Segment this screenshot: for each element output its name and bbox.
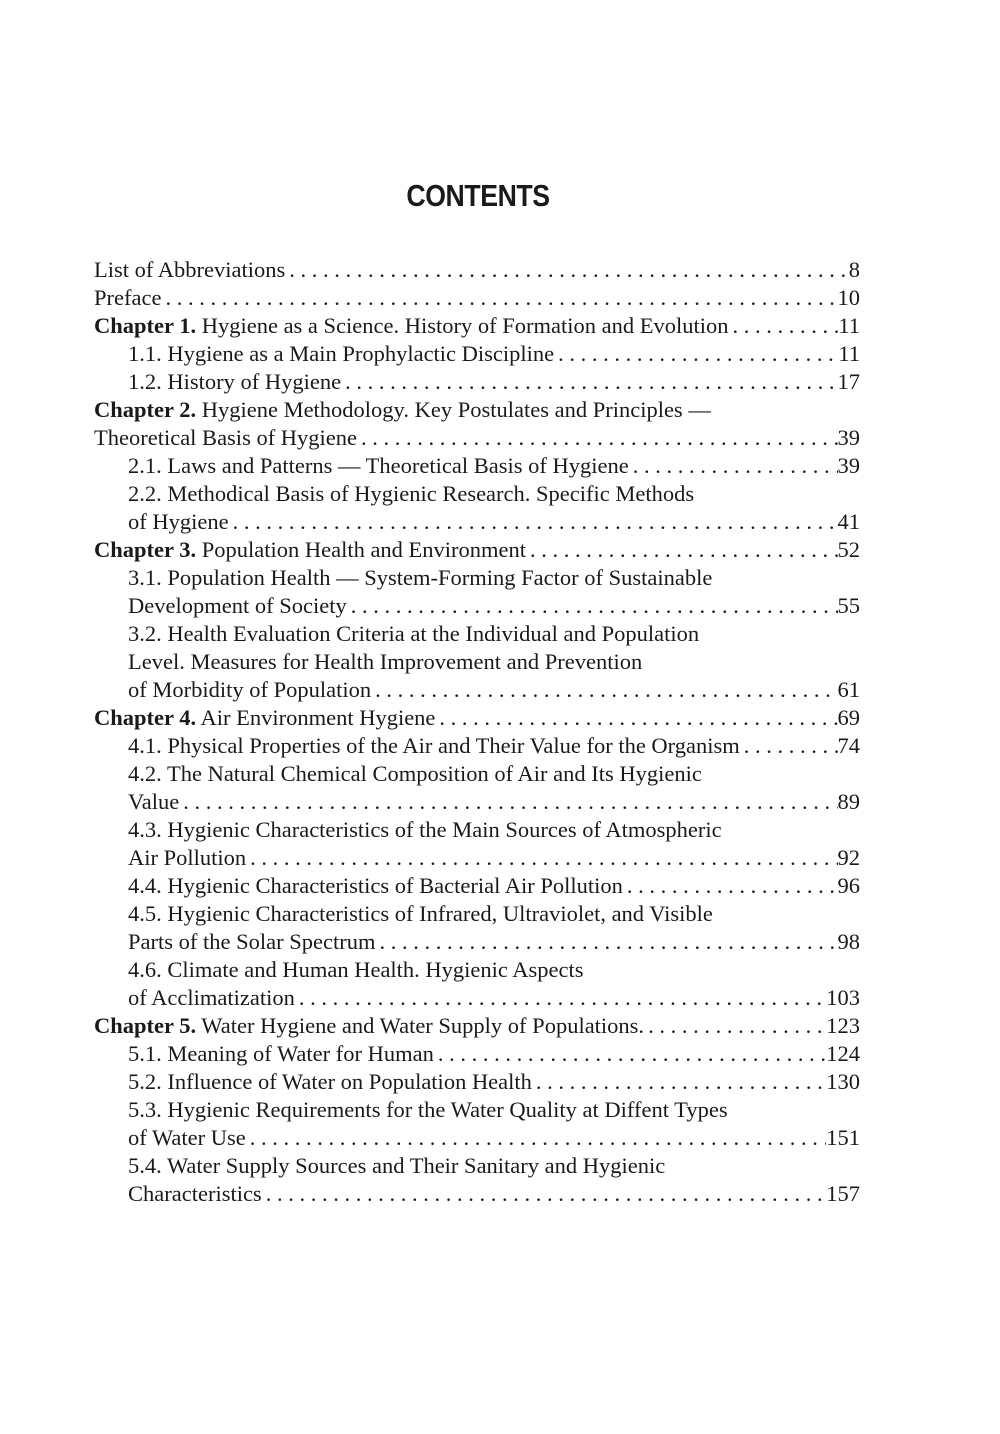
entry-text (94, 312, 728, 340)
entry-line: of Morbidity of Population (128, 677, 372, 702)
entry-line: 4.1. Physical Properties of the Air and Their Value for the Organism (128, 733, 740, 758)
entry-line: Hygiene Methodology. Key Postulates and Principles — (196, 397, 711, 422)
dot-leader (341, 368, 837, 396)
dot-leader (179, 788, 837, 816)
toc-entry-section (94, 368, 860, 396)
dot-leader (371, 676, 837, 704)
entry-line: Development of Society (128, 593, 347, 618)
entry-line: 3.1. Population Health — System-Forming Factor of Sustainable (128, 565, 713, 590)
page-number: 103 (826, 985, 860, 1010)
dot-leader (728, 312, 838, 340)
chapter-label: Chapter 2. (94, 397, 197, 422)
entry-text (94, 1012, 644, 1040)
entry-text (128, 732, 740, 760)
table-of-contents (94, 256, 860, 1208)
toc-entry-section (94, 564, 860, 620)
entry-line: 2.2. Methodical Basis of Hygienic Research. Specific Methods (128, 481, 695, 506)
dot-leader (357, 424, 837, 452)
page-number: 39 (837, 425, 860, 450)
entry-line: 4.4. Hygienic Characteristics of Bacterial Air Pollution (128, 873, 623, 898)
dot-leader (740, 732, 838, 760)
page-number: 17 (837, 369, 860, 394)
entry-text (128, 676, 371, 704)
dot-leader (246, 1124, 827, 1152)
entry-line: 4.6. Climate and Human Health. Hygienic Aspects (128, 957, 584, 982)
entry-text (128, 1040, 434, 1068)
entry-line: 1.1. Hygiene as a Main Prophylactic Discipline (128, 341, 555, 366)
entry-line: 5.4. Water Supply Sources and Their Sanitary and Hygienic (128, 1153, 666, 1178)
entry-line: 4.5. Hygienic Characteristics of Infrared, Ultraviolet, and Visible (128, 901, 713, 926)
toc-entry-section (94, 956, 860, 1012)
entry-line: Water Hygiene and Water Supply of Populations. (196, 1013, 645, 1038)
entry-line: Air Pollution (128, 845, 247, 870)
toc-entry-section (94, 872, 860, 900)
toc-entry-chapter (94, 312, 860, 340)
dot-leader (532, 1068, 826, 1096)
toc-entry-section (94, 816, 860, 872)
entry-line: of Acclimatization (128, 985, 295, 1010)
dot-leader (434, 1040, 826, 1068)
entry-line: of Hygiene (128, 509, 229, 534)
toc-entry-front (94, 284, 860, 312)
page-number: 89 (837, 789, 860, 814)
entry-text (128, 928, 375, 956)
entry-line: 5.3. Hygienic Requirements for the Water Quality at Diffent Types (128, 1097, 728, 1122)
entry-line: 1.2. History of Hygiene (128, 369, 342, 394)
page-number: 61 (837, 677, 860, 702)
entry-text (128, 1124, 246, 1152)
toc-entry-section (94, 1096, 860, 1152)
dot-leader (623, 872, 838, 900)
page-number: 39 (837, 453, 860, 478)
page-number: 151 (826, 1125, 860, 1150)
page-title: CONTENTS (406, 178, 550, 213)
dot-leader (347, 592, 838, 620)
page-number: 11 (838, 313, 860, 338)
entry-line: Level. Measures for Health Improvement and Prevention (128, 649, 643, 674)
entry-text (128, 984, 295, 1012)
entry-line: 5.1. Meaning of Water for Human (128, 1041, 434, 1066)
entry-line: Characteristics (128, 1181, 262, 1206)
entry-text (128, 872, 623, 900)
dot-leader (644, 1012, 826, 1040)
page-number: 10 (837, 285, 860, 310)
entry-line: Value (128, 789, 180, 814)
entry-text: List of Abbreviations (94, 257, 286, 282)
toc-entry-chapter (94, 704, 860, 732)
entry-text (128, 340, 554, 368)
page-number: 74 (837, 733, 860, 758)
entry-line: Theoretical Basis of Hygiene (94, 425, 358, 450)
dot-leader (375, 928, 837, 956)
entry-line: 4.3. Hygienic Characteristics of the Main Sources of Atmospheric (128, 817, 722, 842)
chapter-label: Chapter 1. (94, 313, 197, 338)
toc-entry-section (94, 1040, 860, 1068)
page-number: 52 (837, 537, 860, 562)
entry-text (128, 368, 341, 396)
chapter-label: Chapter 5. (94, 1013, 197, 1038)
page-number: 55 (837, 593, 860, 618)
toc-entry-section (94, 340, 860, 368)
entry-text (128, 844, 246, 872)
entry-text (128, 592, 347, 620)
page-number: 11 (838, 341, 860, 366)
toc-entry-front (94, 256, 860, 284)
dot-leader (435, 704, 837, 732)
page-number: 130 (826, 1069, 860, 1094)
entry-text (128, 788, 179, 816)
page-number: 92 (837, 845, 860, 870)
entry-text (94, 536, 526, 564)
toc-entry-section (94, 760, 860, 816)
toc-entry-section (94, 900, 860, 956)
dot-leader (246, 844, 837, 872)
dot-leader (554, 340, 838, 368)
entry-text (128, 1068, 532, 1096)
dot-leader (161, 284, 837, 312)
toc-entry-section (94, 620, 860, 704)
chapter-label: Chapter 4. (94, 705, 197, 730)
toc-entry-section (94, 452, 860, 480)
entry-text (94, 424, 357, 452)
page-number: 124 (826, 1041, 860, 1066)
page-number: 41 (837, 509, 860, 534)
entry-line: 2.1. Laws and Patterns — Theoretical Basis of Hygiene (128, 453, 629, 478)
entry-line: 4.2. The Natural Chemical Composition of Air and Its Hygienic (128, 761, 702, 786)
entry-line: Parts of the Solar Spectrum (128, 929, 376, 954)
entry-text (128, 452, 629, 480)
page-number: 157 (826, 1181, 860, 1206)
page-number: 98 (837, 929, 860, 954)
dot-leader (526, 536, 837, 564)
entry-line: 5.2. Influence of Water on Population Health (128, 1069, 532, 1094)
toc-entry-section (94, 480, 860, 536)
entry-text (94, 704, 435, 732)
chapter-label: Chapter 3. (94, 537, 197, 562)
dot-leader (262, 1180, 827, 1208)
dot-leader (629, 452, 838, 480)
entry-line: 3.2. Health Evaluation Criteria at the Individual and Population (128, 621, 700, 646)
toc-entry-section (94, 1152, 860, 1208)
page-number: 69 (837, 705, 860, 730)
entry-text (128, 508, 229, 536)
entry-text (128, 1180, 262, 1208)
toc-entry-section (94, 732, 860, 760)
toc-entry-section (94, 1068, 860, 1096)
page-number: 96 (837, 873, 860, 898)
toc-entry-chapter (94, 396, 860, 452)
entry-line: Population Health and Environment (196, 537, 527, 562)
toc-entry-chapter (94, 1012, 860, 1040)
toc-entry-chapter (94, 536, 860, 564)
dot-leader (285, 256, 846, 284)
entry-text: Preface (94, 285, 162, 310)
entry-line: Air Environment Hygiene (196, 705, 436, 730)
page-number: 8 (848, 257, 860, 282)
entry-line: of Water Use (128, 1125, 246, 1150)
dot-leader (295, 984, 826, 1012)
page-number: 123 (826, 1013, 860, 1038)
dot-leader (229, 508, 838, 536)
entry-line: Hygiene as a Science. History of Formation and Evolution (196, 313, 729, 338)
